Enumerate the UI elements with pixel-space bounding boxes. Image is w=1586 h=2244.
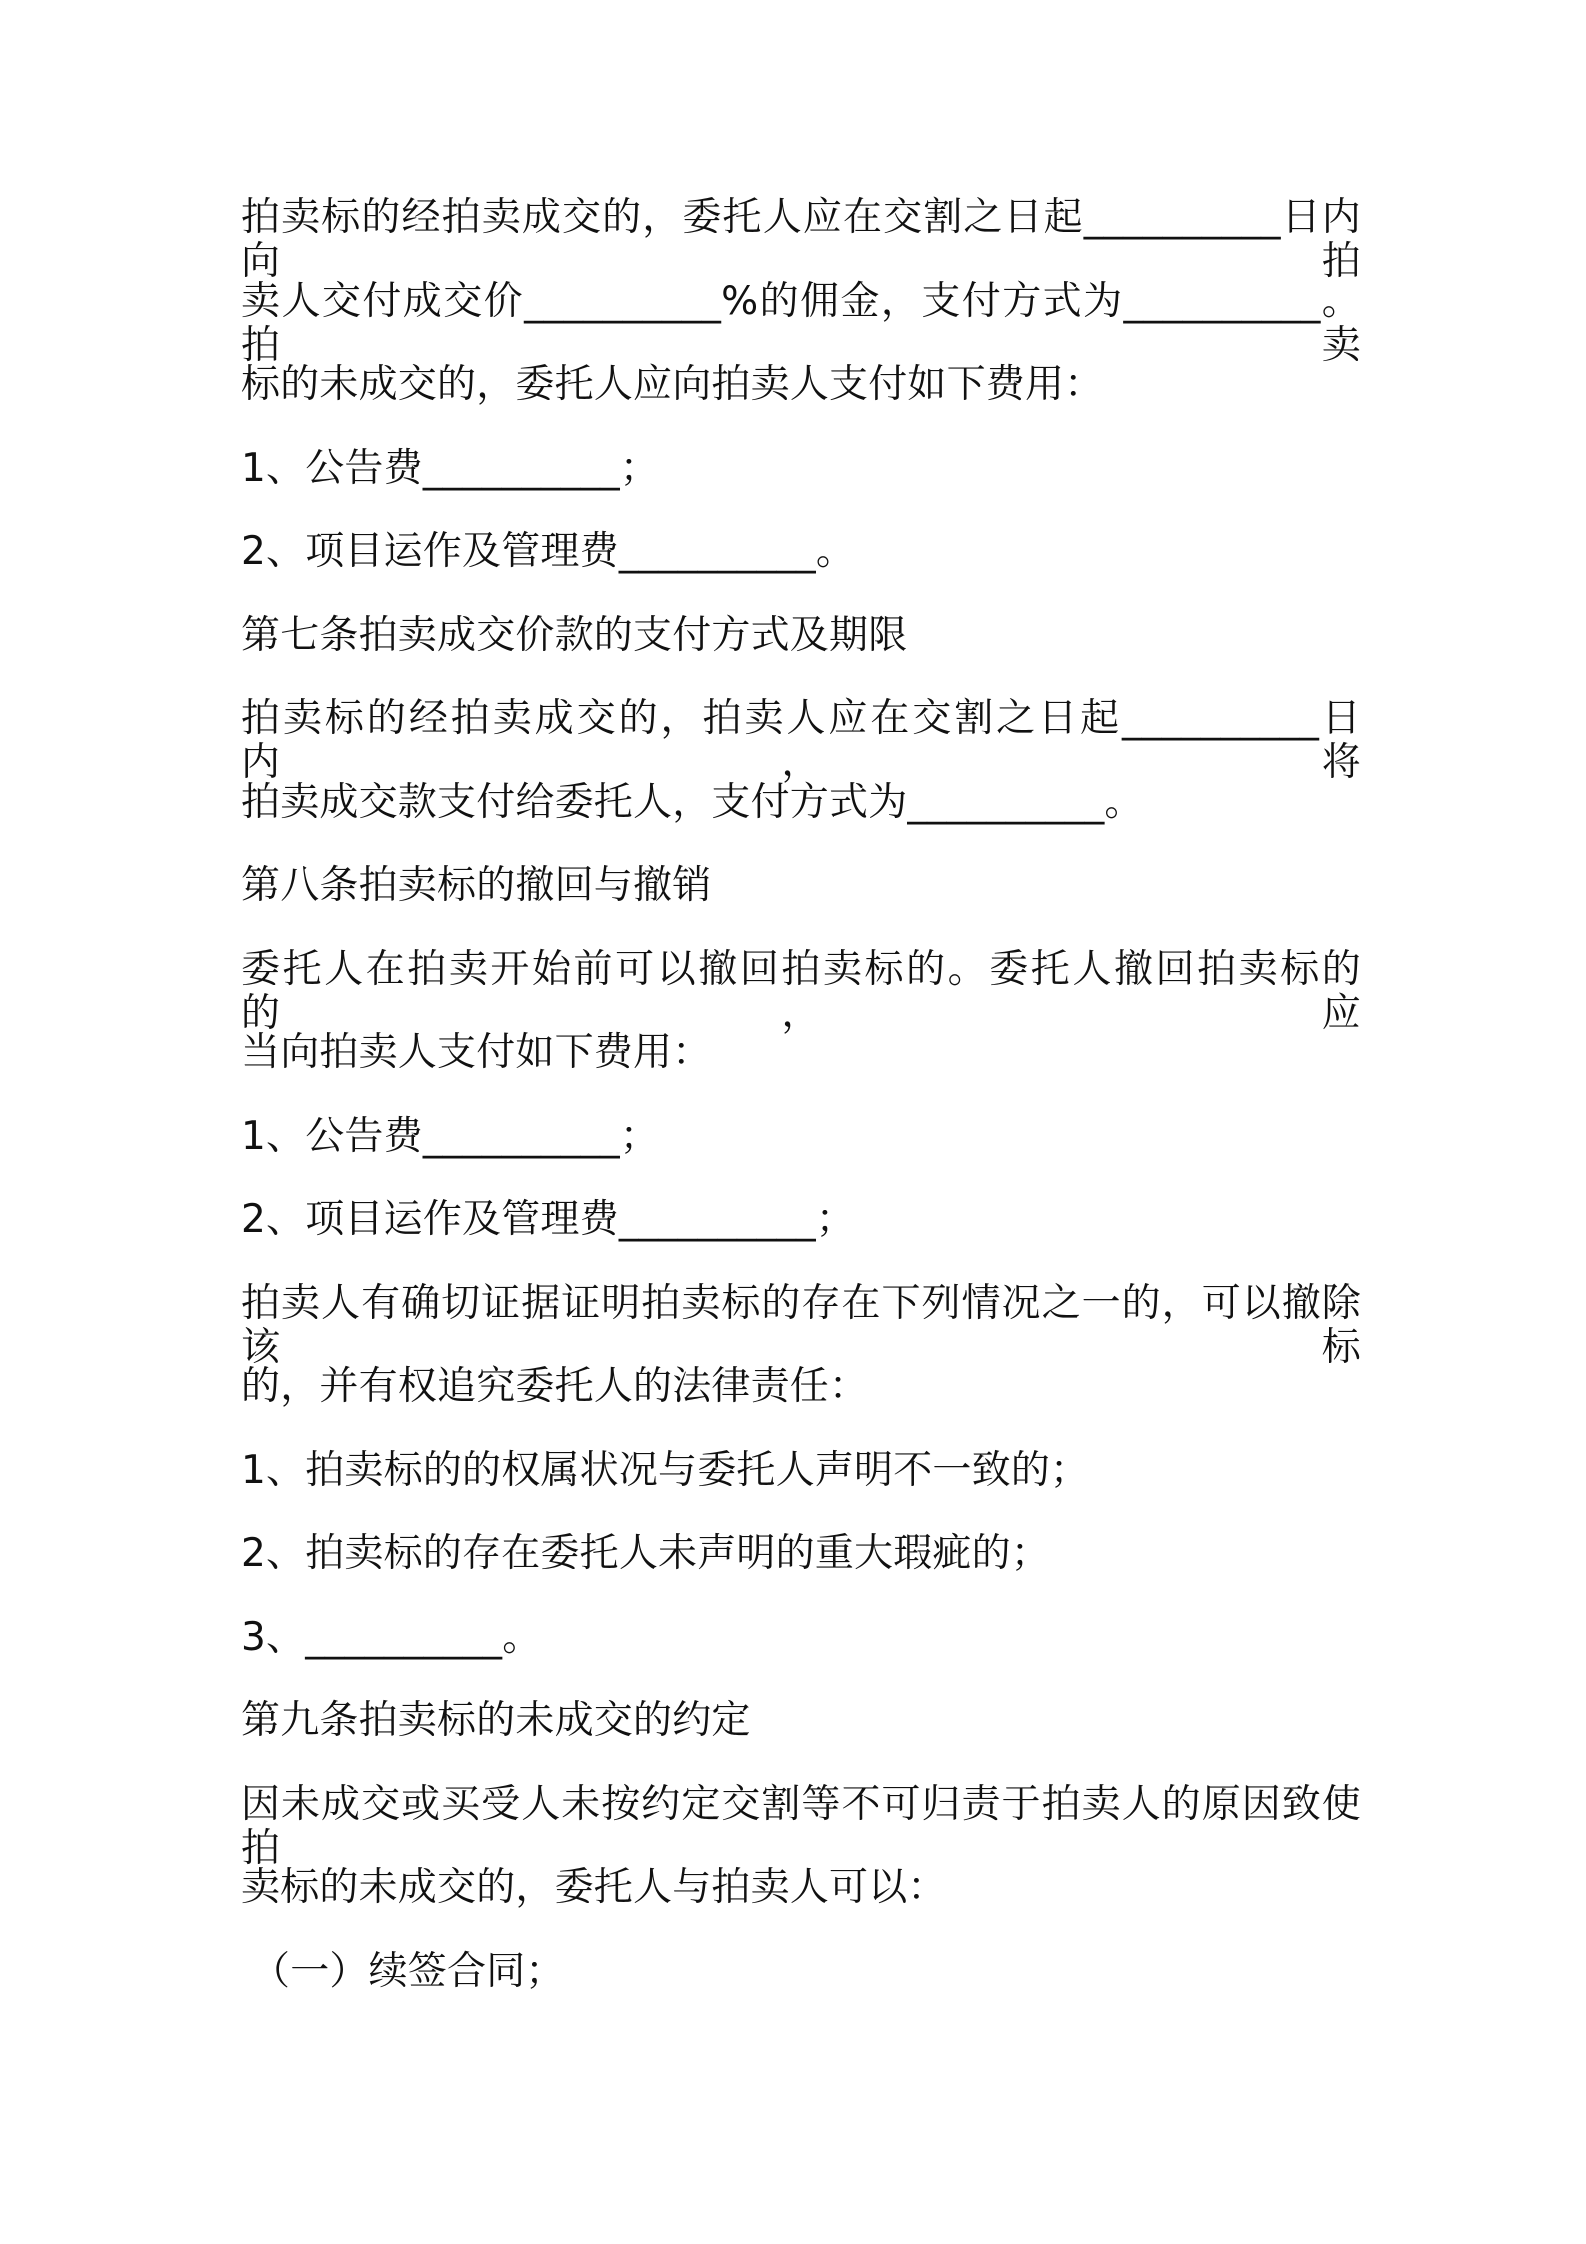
- list-item: 2、项目运作及管理费__________；: [241, 1197, 856, 1242]
- text-line: 当向拍卖人支付如下费用：: [241, 1030, 712, 1075]
- text-line: 的，并有权追究委托人的法律责任：: [241, 1364, 869, 1409]
- list-item: 2、拍卖标的存在委托人未声明的重大瑕疵的；: [241, 1531, 1051, 1576]
- list-item: 1、公告费__________；: [241, 1113, 660, 1159]
- section-heading: 第七条拍卖成交价款的支付方式及期限: [241, 612, 908, 658]
- text-line: 拍卖标的经拍卖成交的，拍卖人应在交割之日起__________日内，将: [241, 696, 1361, 785]
- list-item: 2、项目运作及管理费__________。: [241, 529, 856, 574]
- list-item: 1、公告费__________；: [241, 445, 660, 491]
- text-line: 标的未成交的，委托人应向拍卖人支付如下费用：: [241, 362, 1104, 407]
- section-heading: 第八条拍卖标的撤回与撤销: [241, 863, 712, 908]
- text-line: 拍卖标的经拍卖成交的，委托人应在交割之日起__________日内向拍: [241, 195, 1361, 284]
- list-item: （一）续签合同；: [251, 1948, 565, 1994]
- list-item: 3、__________。: [241, 1614, 542, 1660]
- text-line: 拍卖人有确切证据证明拍卖标的存在下列情况之一的，可以撤除该标: [241, 1280, 1361, 1370]
- section-heading: 第九条拍卖标的未成交的约定: [241, 1698, 751, 1743]
- text-line: 卖人交付成交价__________%的佣金，支付方式为__________。拍卖: [241, 278, 1361, 368]
- text-line: 因未成交或买受人未按约定交割等不可归责于拍卖人的原因致使拍: [241, 1781, 1361, 1871]
- document-body: [241, 196, 1361, 2033]
- text-line: 委托人在拍卖开始前可以撤回拍卖标的。委托人撤回拍卖标的的，应: [241, 946, 1361, 1036]
- text-line: 卖标的未成交的，委托人与拍卖人可以：: [241, 1865, 947, 1910]
- list-item: 1、拍卖标的的权属状况与委托人声明不一致的；: [241, 1447, 1090, 1493]
- text-line: 拍卖成交款支付给委托人，支付方式为__________。: [241, 779, 1144, 825]
